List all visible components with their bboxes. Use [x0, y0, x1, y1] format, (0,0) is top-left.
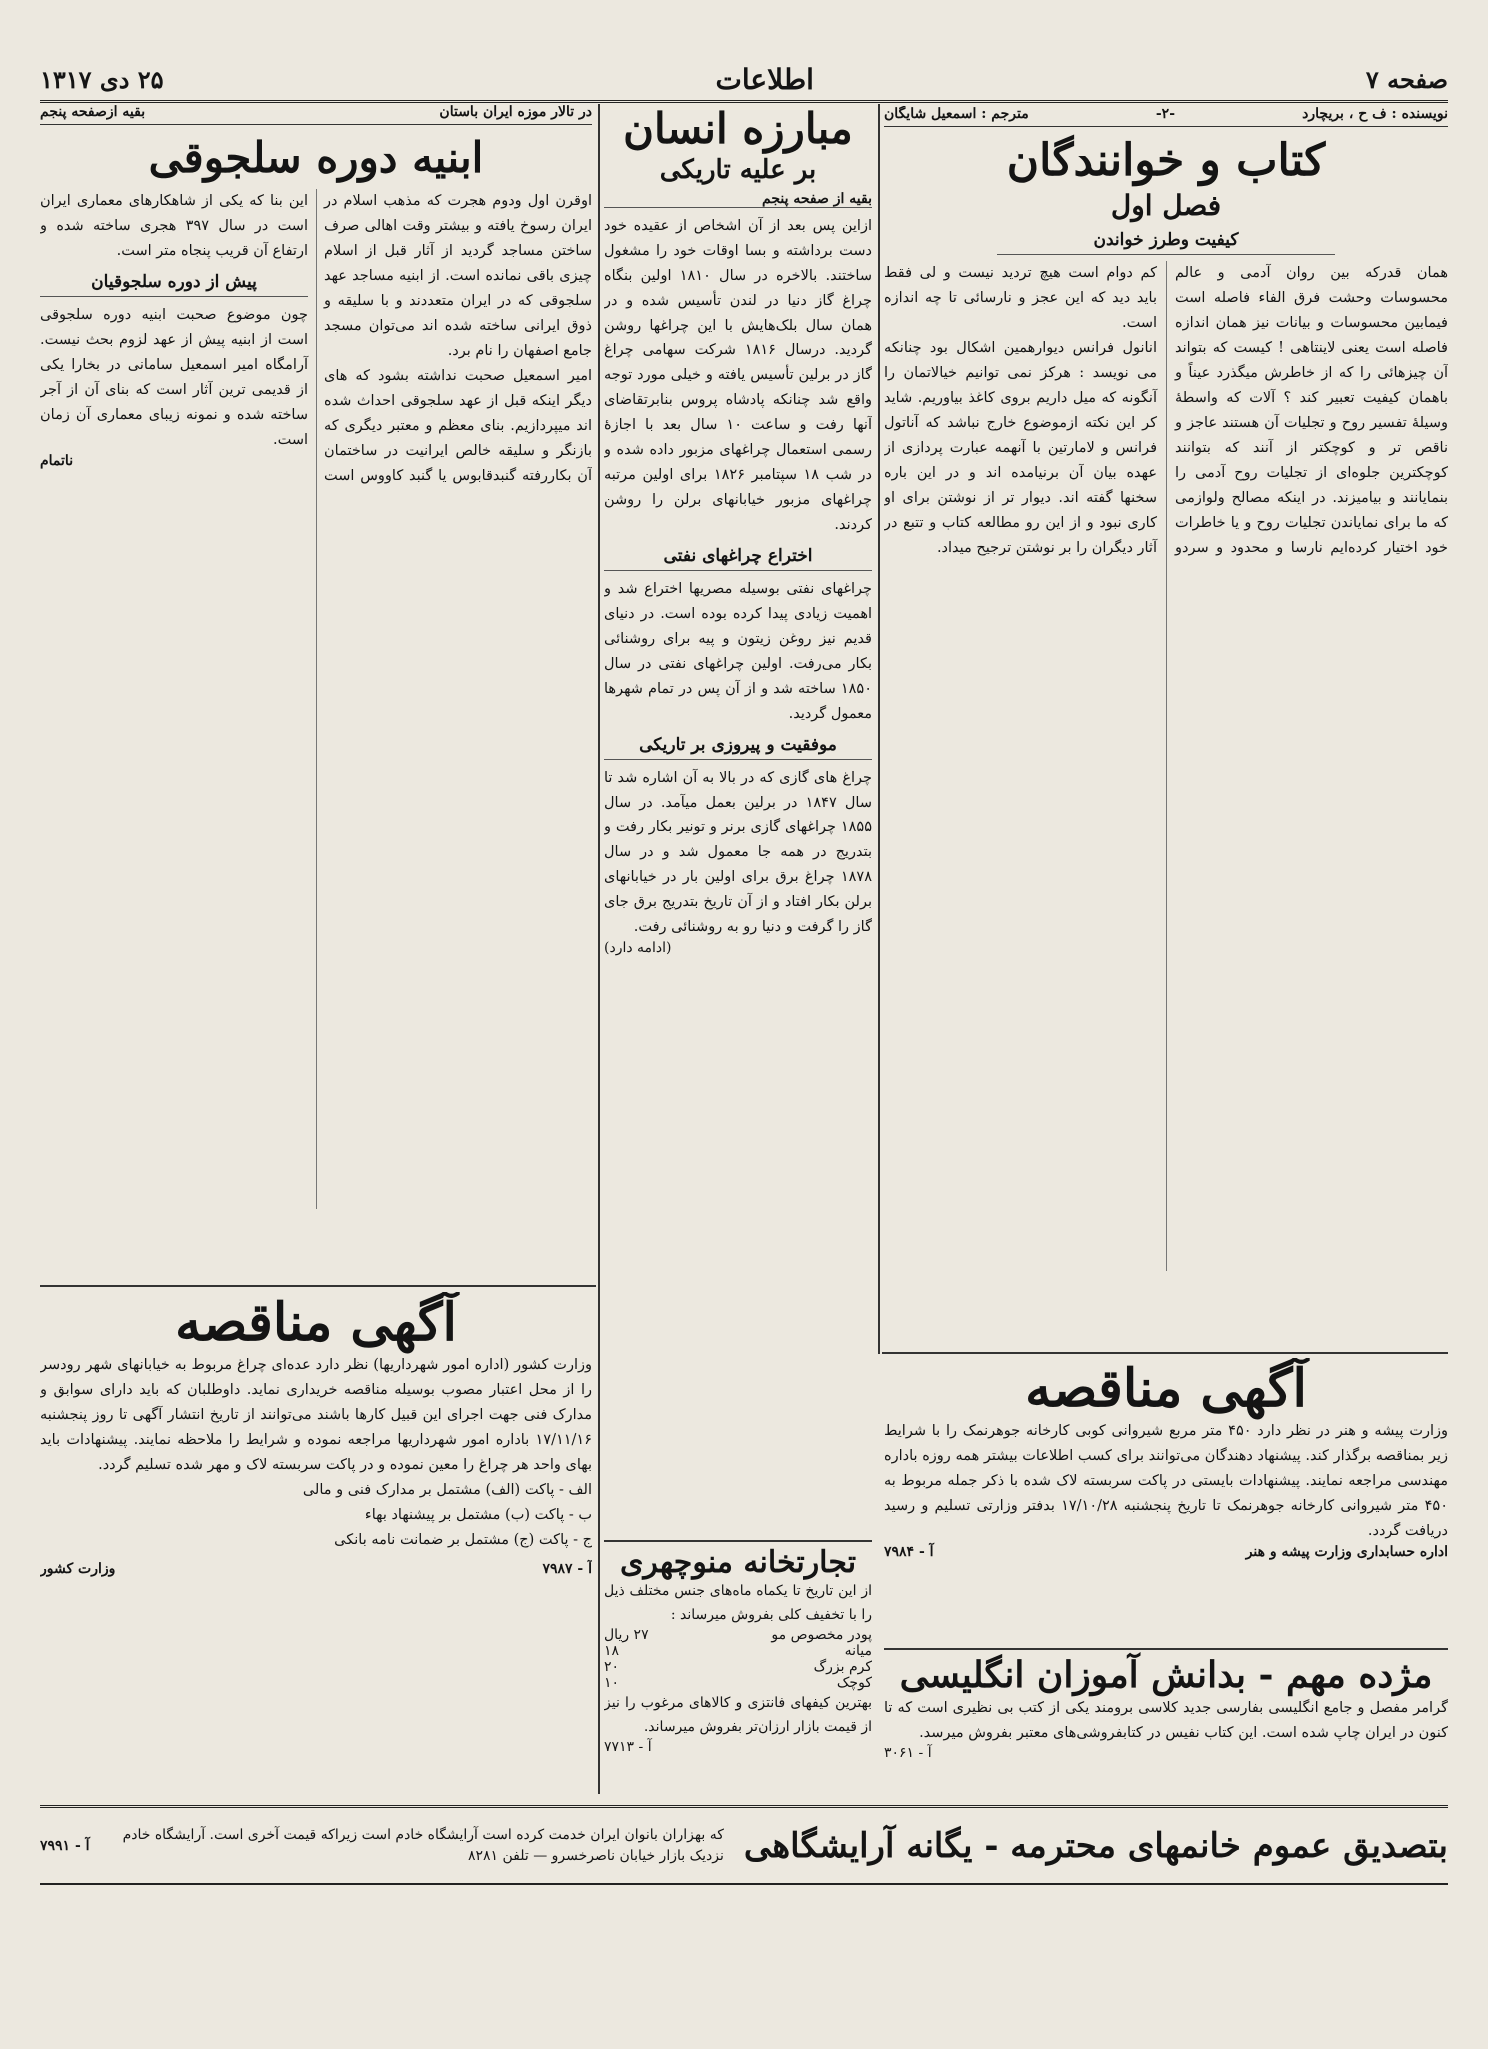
section-heading: پیش از دوره سلجوقیان	[40, 272, 308, 297]
item-name: کوچک	[836, 1675, 872, 1692]
ad-item: ج - پاکت (ج) مشتمل بر ضمانت نامه بانکی	[334, 1531, 592, 1548]
article-kicker-row	[40, 104, 592, 125]
page-number: صفحه ۷	[1365, 64, 1448, 94]
section-heading: اختراع چراغهای نفتی	[604, 546, 872, 571]
unfinished-note: ناتمام	[40, 452, 74, 469]
rule-right-ad	[882, 1352, 1448, 1354]
item-price: ۱۸	[604, 1643, 620, 1660]
paragraph: چراغ های گازی که در بالا به آن اشاره شد تا سال ۱۸۴۷ در برلین بعمل میآمد. در سال ۱۸۵۵ چراغهای گازی برنر و تونیر بکار رفت و بتدریج در همه جا معمول شد و در سال ۱۸۷۸ چراغ برق برای اولین بار در خیابانهای برلن بکار افتاد و از آن تاریخ بتدریج برق جای گاز را گرفت و دنیا رو به روشنائی رفت.	[604, 769, 872, 936]
rule-left-ad	[40, 1285, 596, 1287]
to-be-continued: (ادامه دارد)	[604, 940, 672, 957]
store-ad	[604, 1540, 872, 1795]
ad-footer	[884, 1544, 1448, 1560]
article-body	[40, 189, 592, 1209]
article-title: کتاب و خوانندگان	[1006, 135, 1326, 186]
paragraph: ازاین پس بعد از آن اشخاص از عقیده خود دست برداشته و بسا اوقات خود را مشغول ساختند. بالاخره در سال ۱۸۱۰ اولین بنگاه چراغ گاز دنیا در لندن تأسیس شده و در همان سال بلک‌هایش با این چراغها روشن گردید. درسال ۱۸۱۶ شرکت سهامی چراغ گاز در برلین تأسیس یافته و خیلی مورد توجه واقع شد چنانکه پادشاه پروس بنابرتقاضای آنها رفت و ساعت ۱۰ سال بعد با اجازهٔ رسمی استعمال چراغهای مزبور داده شده و در شب ۱۸ سپتامبر ۱۸۲۶ برای اولین مرتبه چراغهای مزبور خیابانهای برلن را روشن کردند.	[604, 217, 872, 534]
ad-title: تجارتخانه منوچهری	[619, 1545, 857, 1580]
banner-title: بتصدیق عموم خانمهای محترمه - یگانه آرایشگاهی	[743, 1825, 1448, 1866]
chapter-title: فصل اول	[1110, 189, 1222, 223]
paragraph: اوقرن اول ودوم هجرت که مذهب اسلام در ایران رسوخ یافته و بیشتر وقت اهالی صرف ساختن مساجد گردید از آثار قبل از اسلام چیزی باقی نمانده است. از ابنیه مساجد عهد سلجوقی که در ایران متعددند و با سلیقه و ذوق ایرانی ساخته شده اند می‌توان مسجد جامع اصفهان را نام برد.	[324, 193, 592, 359]
item-name: پودر مخصوص مو	[771, 1627, 872, 1644]
ad-ref: آ - ۷۹۸۴	[884, 1543, 934, 1560]
author: نویسنده : ف ح ، بریچارد	[1302, 106, 1448, 122]
section-heading: موفقیت و پیروزی بر تاریکی	[604, 735, 872, 760]
article-subtitle: بر علیه تاریکی	[659, 155, 817, 186]
salon-banner	[40, 1805, 1448, 1885]
price-row	[604, 1675, 872, 1691]
seljuk-article	[40, 104, 592, 1279]
paragraph: امیر اسمعیل صحبت نداشته بشود که های دیگر اینکه قبل از عهد سلجوقی احداث شده اند میپردازیم. بنای معظم و معتبر دیگری که بازنگر و سلیقه خالص ایرانیت در ساختمان آن بکاررفته گنبدقابوس یا گنبد کاووس است این بنا که یکی از شاهکارهای معماری ایران است در سال ۳۹۷ هجری ساخته شده و ارتفاع آن قریب پنجاه متر است.	[40, 193, 592, 484]
continued-note: بقیه از صفحه پنجم	[604, 191, 872, 208]
continued-note: بقیه ازصفحه پنجم	[40, 104, 146, 120]
ad-item: الف - پاکت (الف) مشتمل بر مدارک فنی و مالی	[302, 1481, 592, 1498]
paragraph: چون موضوع صحبت ابنیه دوره سلجوقی است از ابنیه پیش از عهد لزوم بحث نیست. آرامگاه امیر اسمعیل سامانی در بخارا یکی از قدیمی ترین آثار است که بنای آن از آجر ساخته شده و نمونه زیبای معماری آن زمان است.	[40, 307, 308, 448]
article-subhead: کیفیت وطرز خواندن	[997, 230, 1335, 255]
article-byline	[884, 106, 1448, 127]
page-header	[40, 58, 1448, 103]
part-number: -۲-	[1155, 106, 1175, 122]
ad-body: گرامر مفصل و جامع انگلیسی بفارسی جدید کلاسی برومند یکی از کتب بی نظیری است که تا کنون در ایران چاپ شده است. این کتاب نفیس در کتابفروشی‌های معتبر بفروش میرسد.	[884, 1699, 1448, 1741]
item-price: ۲۷ ریال	[604, 1627, 649, 1644]
ad-title: آگهی مناقصه	[1025, 1358, 1307, 1419]
ad-ref: آ - ۷۷۱۳	[604, 1739, 652, 1756]
item-name: کرم بزرگ	[813, 1659, 872, 1676]
tender-ad-right	[884, 1358, 1448, 1638]
ad-title: مژده مهم - بدانش آموزان انگلیسی	[899, 1654, 1433, 1696]
paper-name: اطلاعات	[715, 62, 814, 96]
issue-date: ۲۵ دی ۱۳۱۷	[40, 64, 164, 94]
tender-ad-left	[40, 1292, 592, 1797]
article-title: ابنیه دوره سلجوقی	[148, 133, 484, 182]
paragraph: انانول فرانس دیوارهمین اشکال بود چنانکه می نویسد : هرکز نمی توانیم خیالاتمان را آنگونه که میل داریم بروی کاغذ بیاوریم. شاید کر این نکته ازموضوع خارج نباشد که آناتول فرانس و لامارتین با آنهمه عبارت پردازی از عهده بیان آن برنیامده اند و در این باره سخنها گفته اند. دیوار تر از نوشتن برای او کاری نبود و از این رو مطالعه کتاب و تتبع در آثار دیگران را بر نوشتن ترجیح میداد.	[884, 340, 1157, 556]
ad-title: آگهی مناقصه	[175, 1292, 457, 1353]
paragraph: چراغهای نفتی بوسیله مصریها اختراع شد و اهمیت زیادی پیدا کرده بوده است. در دنیای قدیم نیز روغن زیتون و پیه برای روشنائی بکار می‌رفت. اولین چراغهای نفتی در سال ۱۸۵۰ ساخته شد و از آن پس در تمام شهرها معمول گردید.	[604, 580, 872, 722]
banner-text: که بهزاران بانوان ایران خدمت کرده است آرایشگاه خادم است زیراکه قیمت آخری است. آرایشگاه خادم نزدیک بازار خیابان ناصرخسرو — تلفن ۸۲۸۱	[122, 1826, 724, 1864]
column-rule-left	[598, 104, 600, 1794]
kicker: در تالار موزه ایران باستان	[439, 104, 592, 120]
ad-signature: وزارت کشور	[40, 1560, 116, 1577]
darkness-article	[604, 106, 872, 1766]
price-row	[604, 1643, 872, 1659]
ad-footer	[40, 1561, 592, 1577]
article-title: مبارزه انسان	[623, 106, 853, 153]
price-row	[604, 1627, 872, 1643]
item-price: ۱۰	[604, 1675, 620, 1692]
paragraph: همان قدرکه بین روان آدمی و عالم محسوسات وحشت فرق الفاء فاصله است فیمابین محسوسات و بیانات نیز همان اندازه فاصله است یعنی لاینتاهی ! کیست که بتواند آن چیزهائی را که از خاطرش میگذرد عیناً و باهمان کیفیت تعبیر کند ؟ آلات که واسطهٔ وسیلهٔ تفسیر روح و تجلیات آن هستند عاجز و ناقص تر و کوچکتر از آنند که بتوانند کوچکترین جلوه‌ای از تجلیات روح آدمی را بنمایانند و بیامیزند. در اینکه مصالح ولوازمی که ما برای نمایاندن تجلیات روح و یا خاطرات خود اختیار کرده‌ایم نارسا و محدود و سردو کم دوام است هیچ تردید نیست و لی فقط باید دید که این عجز و نارسائی تا چه اندازه است.	[884, 265, 1448, 556]
ad-footer: بهترین کیفهای فانتزی و کالاهای مرغوب را نیز از قیمت بازار ارزان‌تر بفروش میرساند.	[604, 1695, 872, 1736]
ad-body: وزارت کشور (اداره امور شهرداریها) نظر دارد عده‌ای چراغ مربوط به خیابانهای شهر رودسر را از محل اعتبار مصوب بوسیله مناقصه خریداری نماید. داوطلبان که باید دارای سوابق و مدارک فنی جهت اجرای این قبیل کارها باشند می‌توانند از تاریخ انتشار آگهی تا روز پنجشنبه ۱۷/۱۱/۱۶ باداره امور شهرداریها مراجعه نموده و شرایط را ملاحظه نمایند. پیشنهادات باید بهای واحد هر چراغ را معین نموده و در پاکت سربسته لاک و مهر شده تسلیم گردد.	[40, 1357, 592, 1473]
ad-ref: آ - ۷۹۸۷	[542, 1560, 592, 1577]
ad-intro: از این تاریخ تا یکماه ماه‌های جنس مختلف ذیل را با تخفیف کلی بفروش میرساند :	[604, 1583, 872, 1624]
english-book-ad	[884, 1648, 1448, 1798]
banner-ref: آ - ۷۹۹۱	[40, 1837, 90, 1854]
ad-item: ب - پاکت (ب) مشتمل بر پیشنهاد بهاء	[364, 1506, 592, 1523]
ad-signature: اداره حسابداری وزارت پیشه و هنر	[1245, 1543, 1448, 1560]
translator: مترجم : اسمعیل شایگان	[884, 106, 1029, 122]
article-body	[884, 261, 1448, 1271]
item-name: میانه	[844, 1643, 872, 1660]
ad-body: وزارت پیشه و هنر در نظر دارد ۴۵۰ متر مربع شیروانی کوبی کارخانه جوهرنمک را با شرایط زیر بمناقصه برگذار کند. پیشنهاد دهندگان می‌توانند برای کسب اطلاعات بیشتر همه روزه باداره مهندسی مراجعه نمایند. پیشنهادات بایستی در پاکت سربسته لاک شده با ذکر جمله مربوط به ۴۵۰ متر شیروانی کارخانه جوهرنمک تا تاریخ پنجشنبه ۱۷/۱۰/۲۸ بدفتر وزارتی تسلیم و رسید دریافت گردد.	[884, 1423, 1448, 1539]
price-row	[604, 1659, 872, 1675]
item-price: ۲۰	[604, 1659, 620, 1676]
ad-ref: آ - ۳۰۶۱	[884, 1745, 932, 1762]
book-article	[884, 106, 1448, 1346]
column-rule-right	[878, 104, 880, 1354]
